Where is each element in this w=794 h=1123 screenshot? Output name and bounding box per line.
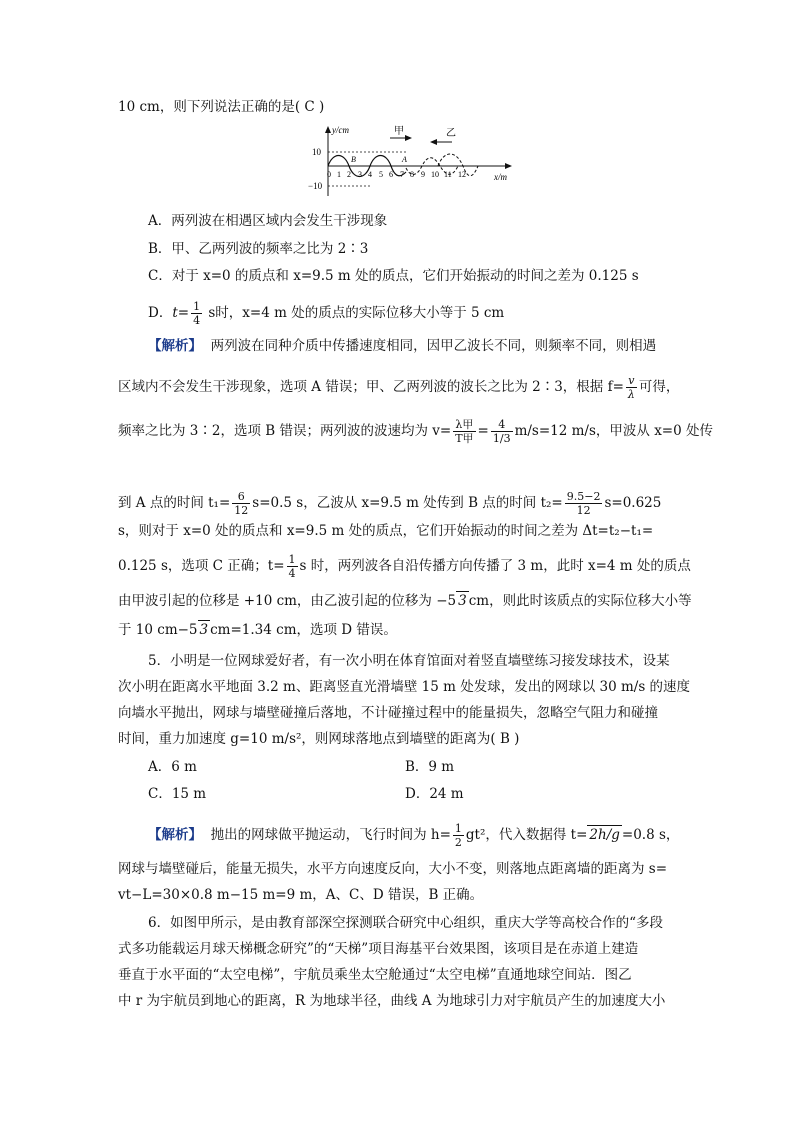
q4-analysis-line-1: 【解析】 两列波在同种介质中传播速度相同，因甲乙波长不同，则频率不同，则相遇 bbox=[148, 338, 657, 354]
q4-option-c: C．对于 x=0 的质点和 x=9.5 m 处的质点，它们开始振动的时间之差为 0.125 s bbox=[148, 268, 639, 284]
point-b-label: B bbox=[351, 155, 356, 164]
q6-stem-line-3: 垂直于水平面的“太空电梯”，宇航员乘坐太空舱通过“太空电梯”直通地球空间站．图乙 bbox=[118, 967, 632, 983]
q4-analysis-line-8: 于 10 cm−5 3 cm=1.34 cm，选项 D 错误。 bbox=[118, 622, 397, 638]
x-tick: 7 bbox=[400, 170, 404, 179]
x-tick: 9 bbox=[421, 170, 425, 179]
wave-jia-label: 甲 bbox=[394, 126, 404, 137]
x-axis-label: x/m bbox=[494, 172, 507, 182]
q4-analysis-line-6: 0.125 s，选项 C 正确；t= $\frac{1}{4}$ s 时，两列波各自沿传播方向传播了 3 m，此时 x=4 m 处的质点 bbox=[118, 553, 691, 580]
q5-analysis-line-3: vt−L=30×0.8 m−15 m=9 m，A、C、D 错误，B 正确。 bbox=[118, 887, 484, 903]
q4-analysis-line-7: 由甲波引起的位移是 +10 cm，由乙波引起的位移为 −5 3 cm，则此时该质点的实际位移大小等 bbox=[118, 593, 692, 609]
y-tick-10: 10 bbox=[312, 147, 321, 157]
q4-analysis-line-2: 区域内不会发生干涉现象，选项 A 错误；甲、乙两列波的波长之比为 2∶3，根据 f= $\frac{v}{\lambda}$ 可得， bbox=[118, 374, 680, 401]
wave-yi-label: 乙 bbox=[446, 128, 456, 139]
x-tick: 0 bbox=[327, 170, 331, 179]
q4-option-a: A．两列波在相遇区域内会发生干涉现象 bbox=[148, 213, 388, 229]
q4-analysis-line-3: 频率之比为 3∶2，选项 B 错误；两列波的波速均为 v= $\frac{\text{λ甲}}{\text{T甲}}$ = $\frac{4}{1/3}$ m/s=12 m/s，甲波从 x=0 处传 bbox=[118, 418, 713, 445]
q5-option-d: D．24 m bbox=[405, 786, 464, 802]
x-tick: 6 bbox=[389, 170, 393, 179]
q5-stem-line-1: 5．小明是一位网球爱好者，有一次小明在体育馆面对着竖直墙壁练习接发球技术，设某 bbox=[148, 653, 670, 669]
q5-stem-line-4: 时间，重力加速度 g=10 m/s²，则网球落地点到墙壁的距离为( B ) bbox=[118, 731, 520, 747]
y-axis-label: y/cm bbox=[332, 125, 349, 135]
q6-stem-line-1: 6．如图甲所示，是由教育部深空探测联合研究中心组织，重庆大学等高校合作的“多段 bbox=[148, 915, 663, 931]
x-tick: 11 bbox=[444, 170, 452, 179]
q4-analysis-line-5: s，则对于 x=0 处的质点和 x=9.5 m 处的质点，它们开始振动的时间之差为 Δt=t₂−t₁= bbox=[118, 523, 654, 539]
x-tick: 8 bbox=[410, 170, 414, 179]
q5-stem-line-3: 向墙水平抛出，网球与墙壁碰撞后落地，不计碰撞过程中的能量损失，忽略空气阻力和碰撞 bbox=[118, 705, 658, 721]
q4-option-d: D．t= $\frac{1}{4}$ s时，x=4 m 处的质点的实际位移大小等于 5 cm bbox=[148, 300, 505, 327]
q5-analysis-line-1: 【解析】 抛出的网球做平抛运动，飞行时间为 h= $\frac{1}{2}$ gt²，代入数据得 t= 2h/g =0.8 s， bbox=[148, 822, 680, 849]
q4-analysis-line-4: 到 A 点的时间 t₁= $\frac{6}{12}$ s=0.5 s，乙波从 x=9.5 m 处传到 B 点的时间 t₂= $\frac{9.5-2}{12}$ s=0.625 bbox=[118, 490, 662, 517]
x-tick: 3 bbox=[358, 170, 362, 179]
x-tick: 4 bbox=[368, 170, 372, 179]
x-tick: 10 bbox=[431, 170, 439, 179]
x-tick: 12 bbox=[458, 170, 466, 179]
q5-option-b: B．9 m bbox=[405, 759, 455, 775]
q5-analysis-line-2: 网球与墙壁碰后，能量无损失，水平方向速度反向，大小不变，则落地点距离墙的距离为 s= bbox=[118, 861, 668, 877]
q4-option-b: B．甲、乙两列波的频率之比为 2∶3 bbox=[148, 241, 369, 257]
q5-option-a: A．6 m bbox=[148, 759, 197, 775]
q6-stem-line-2: 式多功能载运月球天梯概念研究”的“天梯”项目海基平台效果图，该项目是在赤道上建造 bbox=[118, 941, 639, 957]
q5-option-c: C．15 m bbox=[148, 786, 207, 802]
x-tick: 1 bbox=[337, 170, 341, 179]
x-tick: 2 bbox=[347, 170, 351, 179]
analysis-label: 【解析】 bbox=[148, 338, 202, 354]
q6-stem-line-4: 中 r 为宇航员到地心的距离，R 为地球半径，曲线 A 为地球引力对宇航员产生的加速度大小 bbox=[118, 993, 666, 1009]
y-tick-neg10: −10 bbox=[308, 181, 323, 191]
point-a-label: A bbox=[402, 155, 407, 164]
q4-stem-tail: 10 cm，则下列说法正确的是( C ) bbox=[118, 99, 325, 115]
x-tick: 5 bbox=[379, 170, 383, 179]
wave-figure bbox=[308, 124, 518, 204]
q5-stem-line-2: 次小明在距离水平地面 3.2 m、距离竖直光滑墙壁 15 m 处发球，发出的网球以 30 m/s 的速度 bbox=[118, 679, 691, 695]
analysis-label: 【解析】 bbox=[148, 827, 202, 843]
